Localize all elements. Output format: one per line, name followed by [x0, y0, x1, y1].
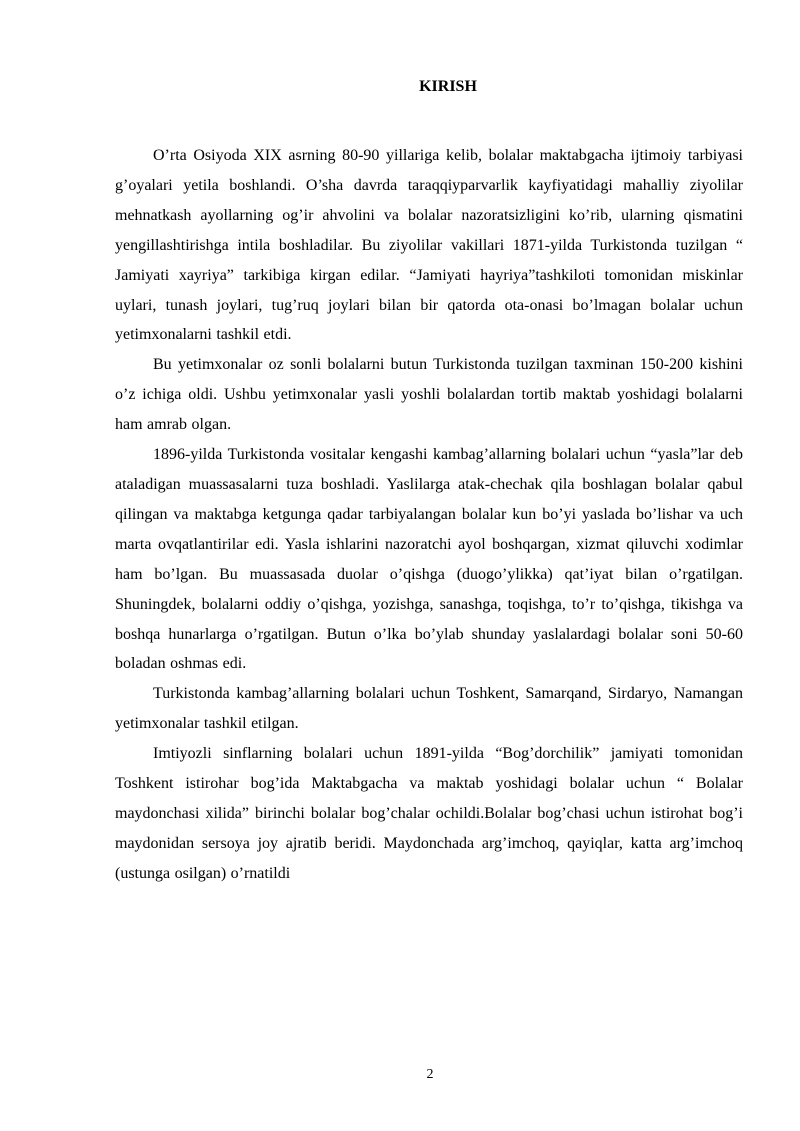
page-number: 2	[426, 1067, 434, 1082]
paragraph-5: Imtiyozli sinflarning bolalari uchun 1891-yilda “Bog’dorchilik” jamiyati tomonidan Toshkent istirohar bog’ida Maktabgacha va maktab yoshidagi bolalar uchun “ Bolalar maydonchasi xilida” birinchi bolalar bog’chalar ochildi.Bolalar bog’chasi uchun istirohat bog’i maydonidan sersoya joy ajratib beridi. Maydonchada arg’imchoq, qayiqlar, katta arg’imchoq (ustunga osilgan) o’rnatildi	[115, 745, 743, 882]
paragraph-1: O’rta Osiyoda XIX asrning 80-90 yillariga kelib, bolalar maktabgacha ijtimoiy tarbiyasi g’oyalari yetila boshlandi. O’sha davrda taraqqiyparvarlik kayfiyatidagi mahalliy ziyolilar mehnatkash ayollarning og’ir ahvolini va bolalar nazoratsizligini ko’rib, ularning qismatini yengillashtirishga intila boshladilar. Bu ziyolilar vakillari 1871-yilda Turkistonda tuzilgan “ Jamiyati xayriya” tarkibiga kirgan edilar. “Jamiyati hayriya”tashkiloti tomonidan miskinlar uylari, tunash joylari, tug’ruq joylari bilan bir qatorda ota-onasi bo’lmagan bolalar uchun yetimxonalarni tashkil etdi.	[115, 147, 743, 344]
paragraph-2: Bu yetimxonalar oz sonli bolalarni butun Turkistonda tuzilgan taxminan 150-200 kishini o’z ichiga oldi. Ushbu yetimxonalar yasli yoshli bolalardan tortib maktab yoshidagi bolalarni ham amrab olgan.	[115, 356, 743, 434]
page-title: KIRISH	[419, 78, 477, 95]
paragraph-3: 1896-yilda Turkistonda vositalar kengashi kambag’allarning bolalari uchun “yasla”lar deb ataladigan muassasalarni tuza boshladi. Yaslilarga atak-chechak qila boshlagan bolalar qabul qilingan va maktabga ketgunga qadar tarbiyalangan bolalar kun bo’yi yaslada bo’lishar va uch marta ovqatlantirilar edi. Yasla ishlarini nazoratchi ayol boshqargan, xizmat qiluvchi xodimlar ham bo’lgan. Bu muassasada duolar o’qishga (duogo’ylikka) qat’iyat bilan o’rgatilgan. Shuningdek, bolalarni oddiy o’qishga, yozishga, sanashga, toqishga, to’r to’qishga, tikishga va boshqa hunarlarga o’rgatilgan. Butun o’lka bo’ylab shunday yaslalardagi bolalar soni 50-60 boladan oshmas edi.	[115, 446, 743, 673]
paragraph-4: Turkistonda kambag’allarning bolalari uchun Toshkent, Samarqand, Sirdaryo, Namangan yetimxonalar tashkil etilgan.	[115, 685, 743, 733]
body-text	[115, 141, 743, 889]
